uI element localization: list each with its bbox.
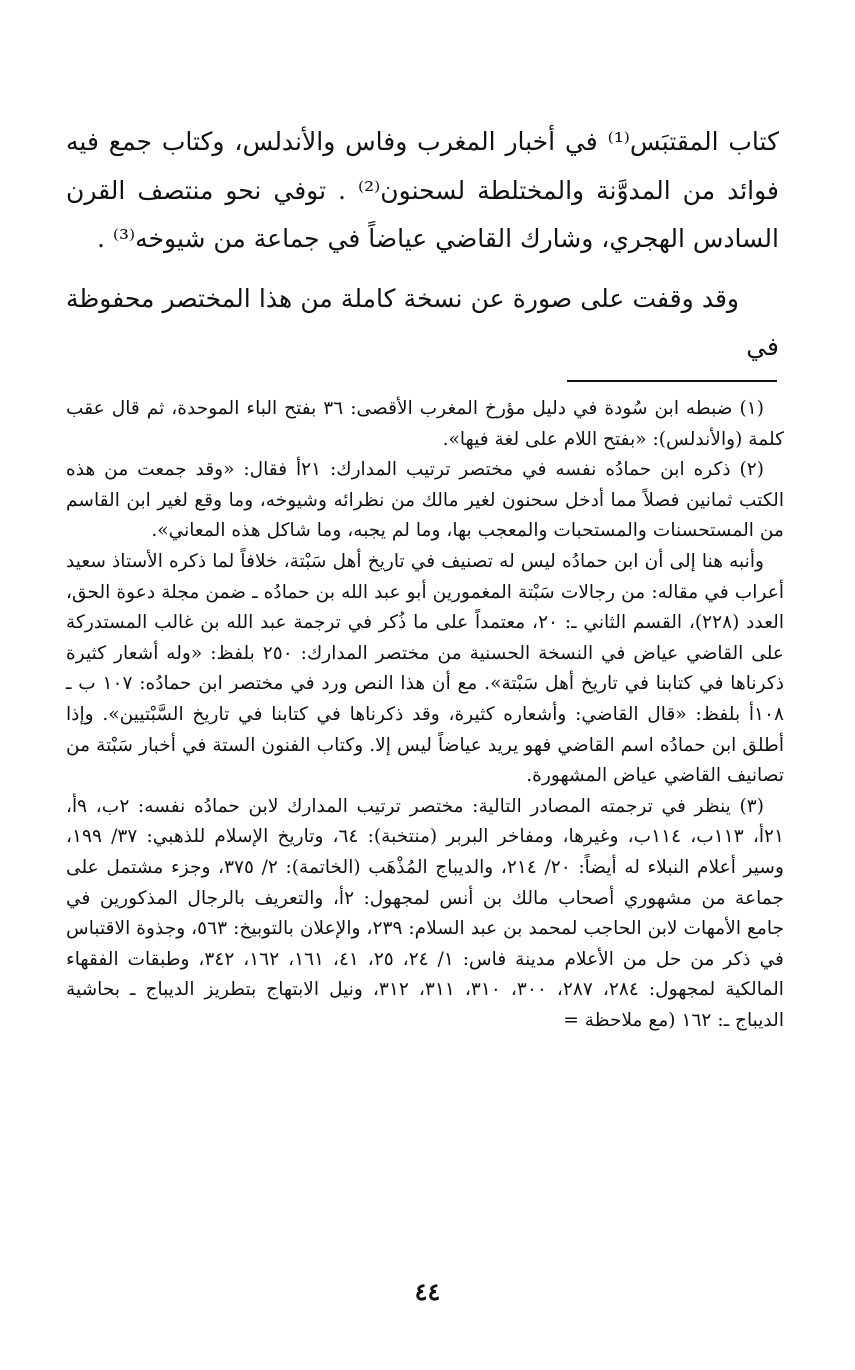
footnotes — [66, 394, 784, 1036]
main-paragraph: كتاب المقتبَس⁽¹⁾ في أخبار المغرب وفاس والأندلس، وكتاب جمع فيه فوائد من المدوَّنة والمختلطة لسحنون⁽²⁾ . توفي نحو منتصف القرن السادس الهجري، وشارك القاضي عياضاً في جماعة من شيوخه⁽³⁾ . — [66, 127, 779, 253]
page-number: ٤٤ — [414, 1277, 441, 1306]
main-text — [66, 118, 779, 372]
footnote-1: (١) ضبطه ابن سُودة في دليل مؤرخ المغرب الأقصى: ٣٦ بفتح الباء الموحدة، ثم قال عقب كلمة (والأندلس): «بفتح اللام على لغة فيها». — [66, 398, 784, 450]
footnote-2-continued: وأنبه هنا إلى أن ابن حمادُه ليس له تصنيف في تاريخ أهل سَبْتة، خلافاً لما ذكره الأستاذ سعيد أعراب في مقاله: من رجالات سَبْتة المغمورين أبو عبد الله بن حمادُه ـ ضمن مجلة دعوة الحق، العدد (٢٢٨)، القسم الثاني ـ: ٢٠، معتمداً على ما ذُكر في ترجمة عبد الله بن غالب المستدركة على القاضي عياض في النسخة الحسنية من مختصر المدارك: ٢٥٠ بلفظ: «وله أشعار كثيرة ذكرناها في كتابنا في تاريخ أهل سَبْتة». مع أن هذا النص ورد في مختصر ابن حمادُه: ١٠٧ ب ـ ١٠٨أ بلفظ: «قال القاضي: وأشعاره كثيرة، وقد ذكرناها في كتابنا في تاريخ السَّبْتيين». وإذا أطلق ابن حمادُه اسم القاضي فهو يريد عياضاً ليس إلا. وكتاب الفنون الستة في أخبار سَبْتة من تصانيف القاضي عياض المشهورة. — [66, 550, 785, 787]
footnote-separator — [567, 380, 777, 382]
footnote-3: (٣) ينظر في ترجمته المصادر التالية: مختصر ترتيب المدارك لابن حمادُه نفسه: ٢ب، ٩أ، ٢١أ، ١١٣ب، ١١٤ب، وغيرها، ومفاخر البربر (منتخبة): ٦٤، وتاريخ الإسلام للذهبي: ٣٧/ ١٩٩، وسير أعلام النبلاء له أيضاً: ٢٠/ ٢١٤، والديباج المُذْهَب (الخاتمة): ٢/ ٣٧٥، وجزء مشتمل على جماعة من مشهوري أصحاب مالك بن أنس لمجهول: ٢أ، والتعريف بالرجال المذكورين في جامع الأمهات لابن الحاجب لمحمد بن عبد السلام: ٢٣٩، والإعلان بالتوبيخ: ٥٦٣، وجذوة الاقتباس في ذكر من حل من الأعلام مدينة فاس: ١/ ٢٤، ٢٥، ٤١، ١٦١، ١٦٢، ٣٤٢، وطبقات الفقهاء المالكية لمجهول: ٢٨٤، ٢٨٧، ٣٠٠، ٣١٠، ٣١١، ٣١٢، ونيل الابتهاج بتطريز الديباج ـ بحاشية الديباج ـ: ١٦٢ (مع ملاحظة = — [66, 795, 784, 1031]
footnote-2: (٢) ذكره ابن حمادُه نفسه في مختصر ترتيب المدارك: ٢١أ فقال: «وقد جمعت من هذه الكتب ثمانين فصلاً مما أدخل سحنون لغير مالك من نظرائه وشيوخه، وما وقع لغير ابن القاسم من المستحسنات والمستحبات والمعجب بها، وما لم يجبه، وما شاكل هذه المعاني». — [66, 459, 784, 542]
main-paragraph: وقد وقفت على صورة عن نسخة كاملة من هذا المختصر محفوظة في — [66, 283, 779, 361]
